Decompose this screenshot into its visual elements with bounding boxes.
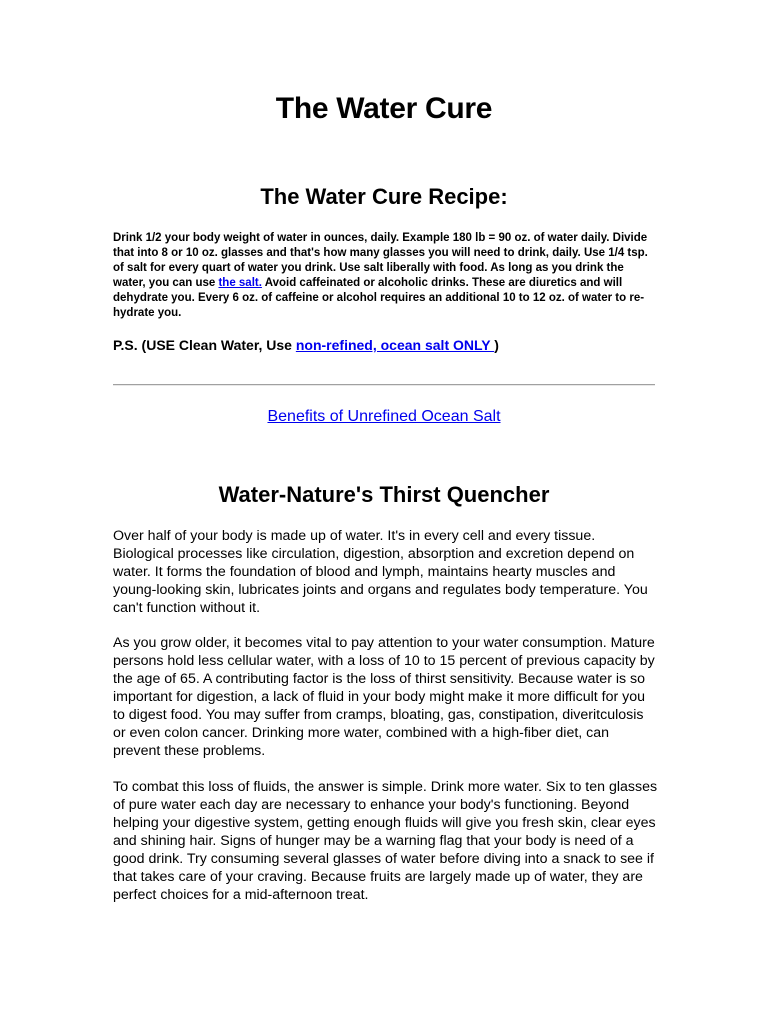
horizontal-rule (113, 384, 655, 386)
body-paragraph-1: Over half of your body is made up of water. It's in every cell and every tissue. Biological processes like circulation, digestion, absorption and excretion depend on water. It forms the foundation of blood and lymph, maintains hearty muscles and young-looking skin, lubricates joints and organs and regulates body temperature. You can't function without it. (113, 528, 648, 616)
ocean-salt-link[interactable]: non-refined, ocean salt ONLY (295, 337, 495, 353)
section-heading: Water-Nature's Thirst Quencher (218, 482, 550, 507)
ps-suffix: ) (494, 337, 499, 353)
the-salt-link[interactable]: the salt. (218, 277, 262, 289)
recipe-heading: The Water Cure Recipe: (260, 184, 508, 209)
ps-prefix: P.S. (USE Clean Water, Use (113, 337, 296, 353)
body-paragraph-2: As you grow older, it becomes vital to pay attention to your water consumption. Mature persons hold less cellular water, with a loss of 10 to 15 percent of previous capacity by the age of 65. A contributing factor is the loss of thirst sensitivity. Because water is so important for digestion, a lack of fluid in your body might make it more difficult for you to digest food. You may suffer from cramps, bloating, gas, constipation, diveritculosis or even colon cancer. Drinking more water, combined with a high-fiber diet, can prevent these problems. (113, 635, 655, 759)
recipe-paragraph (113, 231, 653, 321)
recipe-text-before-link: Drink 1/2 your body weight of water in ounces, daily. Example 180 lb = 90 oz. of water daily. Divide that into 8 or 10 oz. glasses and that's how many glasses you will need to drink, daily. Use 1/4 tsp. of salt for every quart of water you drink. Use salt liberally with food. As long as you drink the water, you can use (113, 232, 648, 289)
recipe-text-after-link: Avoid caffeinated or alcoholic drinks. These are diuretics and will dehydrate you. Every 6 oz. of caffeine or alcohol requires an additional 10 to 12 oz. of water to re-hydrate you. (113, 277, 645, 319)
benefits-link-row (0, 408, 768, 426)
body-paragraph-3: To combat this loss of fluids, the answer is simple. Drink more water. Six to ten glasses of pure water each day are necessary to enhance your body's functioning. Beyond helping your digestive system, getting enough fluids will give you fresh skin, clear eyes and shining hair. Signs of hunger may be a warning flag that your body is need of a good drink. Try consuming several glasses of water before diving into a snack to see if that takes care of your craving. Because fruits are largely made up of water, they are perfect choices for a mid-afternoon treat. (113, 779, 658, 903)
page-title: The Water Cure (275, 92, 493, 125)
ps-note (113, 337, 499, 353)
benefits-link[interactable]: Benefits of Unrefined Ocean Salt (267, 408, 501, 425)
